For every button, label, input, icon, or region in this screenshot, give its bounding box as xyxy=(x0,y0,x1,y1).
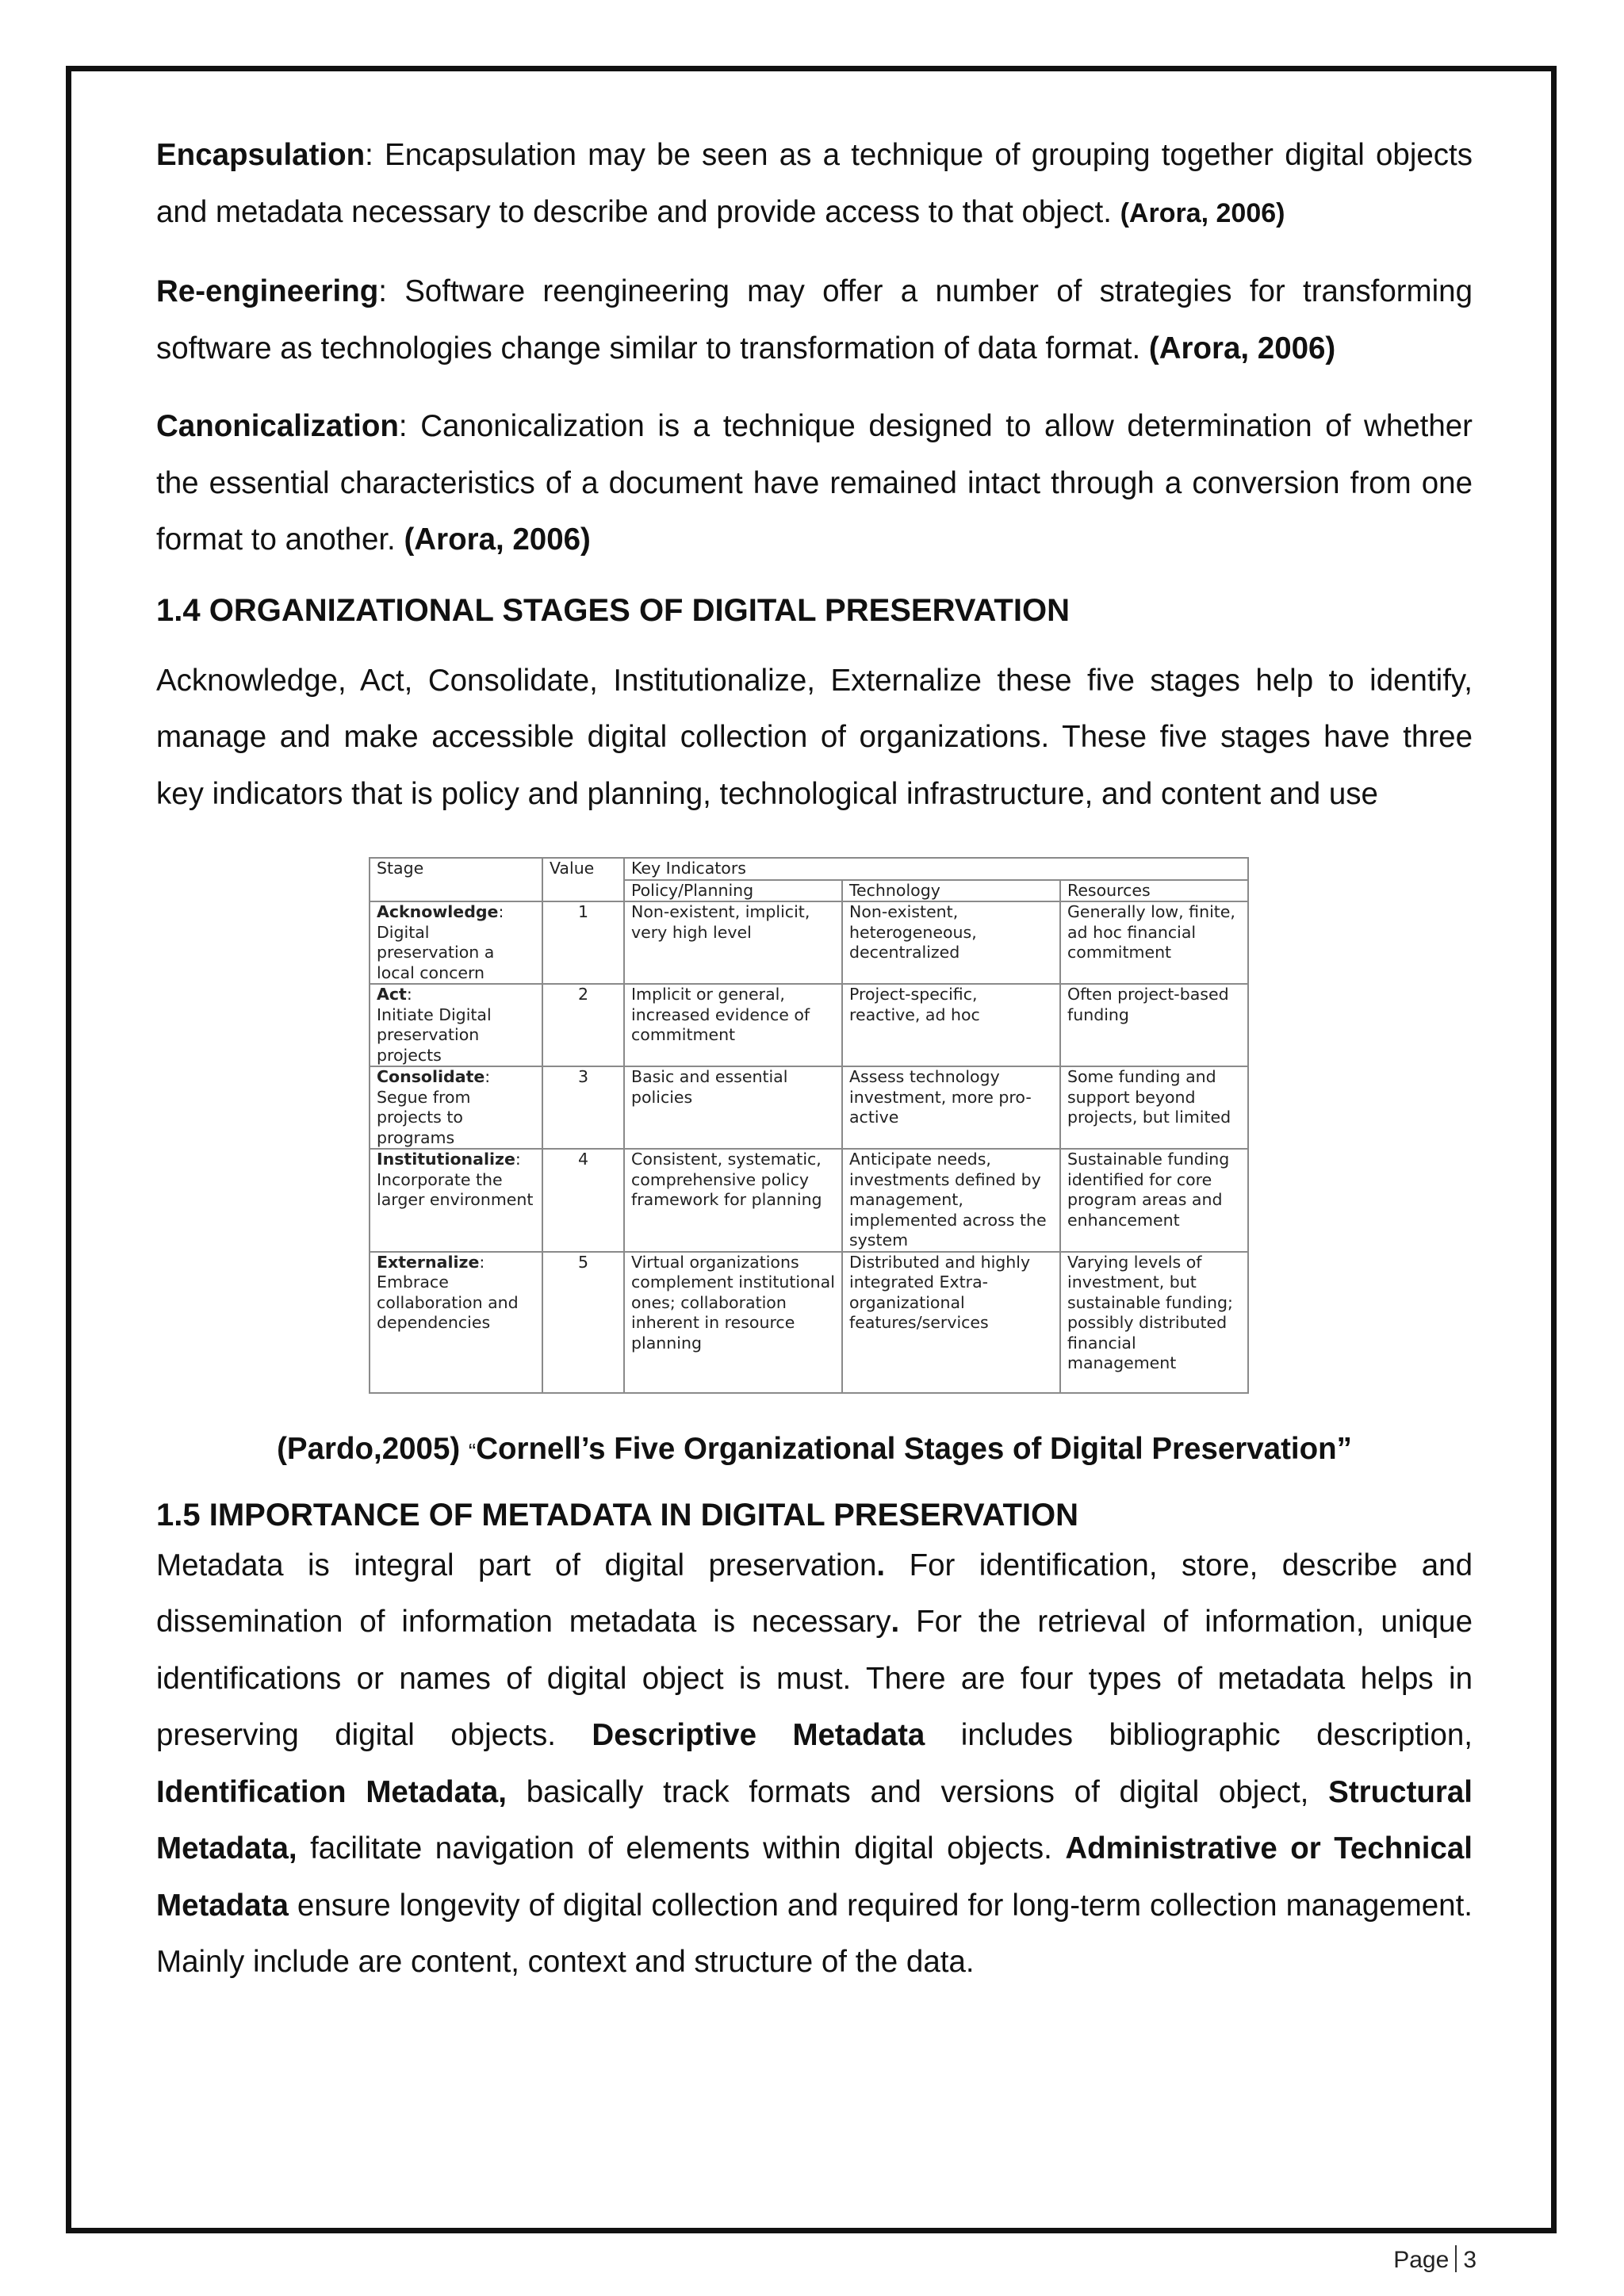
table-row xyxy=(370,1252,1248,1393)
body-text: basically track formats and versions of digital object, xyxy=(506,1774,1329,1809)
table-header-row xyxy=(370,858,1248,880)
term-structural-metadata: Structural Metadata, xyxy=(156,1774,1473,1866)
stage-cell: Acknowledge: Digital preservation a local concern xyxy=(370,901,542,984)
value-cell: 2 xyxy=(542,984,624,1066)
technology-cell: Non-existent, heterogeneous, decentralized xyxy=(842,901,1060,984)
term-descriptive-metadata: Descriptive Metadata xyxy=(592,1718,925,1752)
header-policy: Policy/Planning xyxy=(624,880,842,902)
caption-title: Cornell’s Five Organizational Stages of Digital Preservation” xyxy=(476,1431,1352,1466)
body-text: facilitate navigation of elements within digital objects. xyxy=(297,1831,1066,1866)
policy-cell: Consistent, systematic, comprehensive policy framework for planning xyxy=(624,1149,842,1252)
body-text: includes bibliographic description, xyxy=(925,1718,1473,1752)
caption-citation: (Pardo,2005) xyxy=(277,1431,469,1466)
encapsulation-paragraph xyxy=(156,127,1473,242)
body-text: For identification, store, describe and dissemination of information metadata is necessary xyxy=(156,1548,1473,1639)
stage-name: Externalize xyxy=(377,1252,480,1272)
stage-name: Act xyxy=(377,985,407,1004)
section-heading-1-4: 1.4 ORGANIZATIONAL STAGES OF DIGITAL PRESERVATION xyxy=(156,592,1070,628)
term-canonicalization: Canonicalization xyxy=(156,409,399,443)
stages-table xyxy=(369,857,1249,1394)
header-resources: Resources xyxy=(1060,880,1248,902)
term-identification-metadata: Identification Metadata, xyxy=(156,1774,507,1809)
policy-cell: Implicit or general, increased evidence of commitment xyxy=(624,984,842,1066)
stage-name: Consolidate xyxy=(377,1067,485,1086)
page-number: 3 xyxy=(1463,2247,1477,2273)
policy-cell: Non-existent, implicit, very high level xyxy=(624,901,842,984)
technology-cell: Distributed and highly integrated Extra-organizational features/services xyxy=(842,1252,1060,1393)
value-cell: 1 xyxy=(542,901,624,984)
resources-cell: Some funding and support beyond projects, but limited xyxy=(1060,1066,1248,1149)
policy-cell: Virtual organizations complement institutional ones; collaboration inherent in resource planning xyxy=(624,1252,842,1393)
stage-desc: Initiate Digital preservation projects xyxy=(377,1004,492,1065)
stage-cell: Act: Initiate Digital preservation projects xyxy=(370,984,542,1066)
header-technology: Technology xyxy=(842,880,1060,902)
technology-cell: Assess technology investment, more pro-active xyxy=(842,1066,1060,1149)
section-heading-1-5: 1.5 IMPORTANCE OF METADATA IN DIGITAL PRESERVATION xyxy=(156,1497,1079,1533)
body-text: For the retrieval of information, unique identifications or names of digital object is must. There are four types of metadata helps in preserving digital objects. xyxy=(156,1605,1473,1752)
resources-cell: Generally low, finite, ad hoc financial commitment xyxy=(1060,901,1248,984)
term-reengineering: Re-engineering xyxy=(156,274,379,308)
canonicalization-text: : Canonicalization is a technique designed to allow determination of whether the essential characteristics of a document have remained intact through a conversion from one format to another. xyxy=(156,409,1473,557)
policy-cell: Basic and essential policies xyxy=(624,1066,842,1149)
term-encapsulation: Encapsulation xyxy=(156,138,366,172)
body-text: Metadata is integral part of digital preservation xyxy=(156,1548,877,1582)
page-label: Page xyxy=(1393,2247,1450,2273)
term-administrative-metadata: Administrative or Technical Metadata xyxy=(156,1831,1473,1923)
stage-cell: Consolidate: Segue from projects to programs xyxy=(370,1066,542,1149)
table-row xyxy=(370,1066,1248,1149)
resources-cell: Often project-based funding xyxy=(1060,984,1248,1066)
table-caption xyxy=(156,1427,1473,1474)
stage-cell: Externalize: Embrace collaboration and dependencies xyxy=(370,1252,542,1393)
table-row xyxy=(370,1149,1248,1252)
body-text: . xyxy=(876,1548,886,1582)
section-1-4-body: Acknowledge, Act, Consolidate, Institutionalize, Externalize these five stages help to identify, manage and make accessible digital collection of organizations. These five stages have three key indicators that is policy and planning, technological infrastructure, and content and use xyxy=(156,663,1473,811)
resources-cell: Varying levels of investment, but sustainable funding; possibly distributed financial management xyxy=(1060,1252,1248,1393)
stage-desc: Digital preservation a local concern xyxy=(377,922,495,982)
section-1-5-body xyxy=(156,1537,1473,1991)
stage-desc: Segue from projects to programs xyxy=(377,1087,471,1147)
body-text: ensure longevity of digital collection and required for long-term collection management. Mainly include are content, context and structure of the data. xyxy=(156,1888,1473,1979)
value-cell: 4 xyxy=(542,1149,624,1252)
encapsulation-text: : Encapsulation may be seen as a technique of grouping together digital objects and metadata necessary to describe and provide access to that object. xyxy=(156,138,1473,229)
citation: (Arora, 2006) xyxy=(1148,331,1336,365)
technology-cell: Project-specific, reactive, ad hoc xyxy=(842,984,1060,1066)
resources-cell: Sustainable funding identified for core program areas and enhancement xyxy=(1060,1149,1248,1252)
page-footer xyxy=(1393,2245,1477,2274)
stage-desc: Embrace collaboration and dependencies xyxy=(377,1272,519,1332)
technology-cell: Anticipate needs, investments defined by management, implemented across the system xyxy=(842,1149,1060,1252)
citation: (Arora, 2006) xyxy=(1120,197,1285,228)
reengineering-text: : Software reengineering may offer a number of strategies for transforming software as technologies change similar to transformation of data format. xyxy=(156,274,1473,365)
reengineering-paragraph xyxy=(156,263,1473,377)
page-content xyxy=(156,127,1473,1991)
stage-name: Institutionalize xyxy=(377,1150,515,1169)
citation: (Arora, 2006) xyxy=(404,522,591,557)
body-text: . xyxy=(891,1605,900,1639)
header-value: Value xyxy=(542,858,624,901)
caption-open-quote: “ xyxy=(468,1438,477,1464)
header-key-indicators: Key Indicators xyxy=(624,858,1248,880)
table-row xyxy=(370,901,1248,984)
stage-cell: Institutionalize: Incorporate the larger environment xyxy=(370,1149,542,1252)
footer-separator xyxy=(1455,2245,1457,2272)
value-cell: 5 xyxy=(542,1252,624,1393)
stages-table-figure xyxy=(369,857,1247,1394)
value-cell: 3 xyxy=(542,1066,624,1149)
stage-desc: Incorporate the larger environment xyxy=(377,1169,534,1209)
table-row xyxy=(370,984,1248,1066)
canonicalization-paragraph xyxy=(156,398,1473,568)
header-stage: Stage xyxy=(370,858,542,901)
stage-name: Acknowledge xyxy=(377,902,499,921)
